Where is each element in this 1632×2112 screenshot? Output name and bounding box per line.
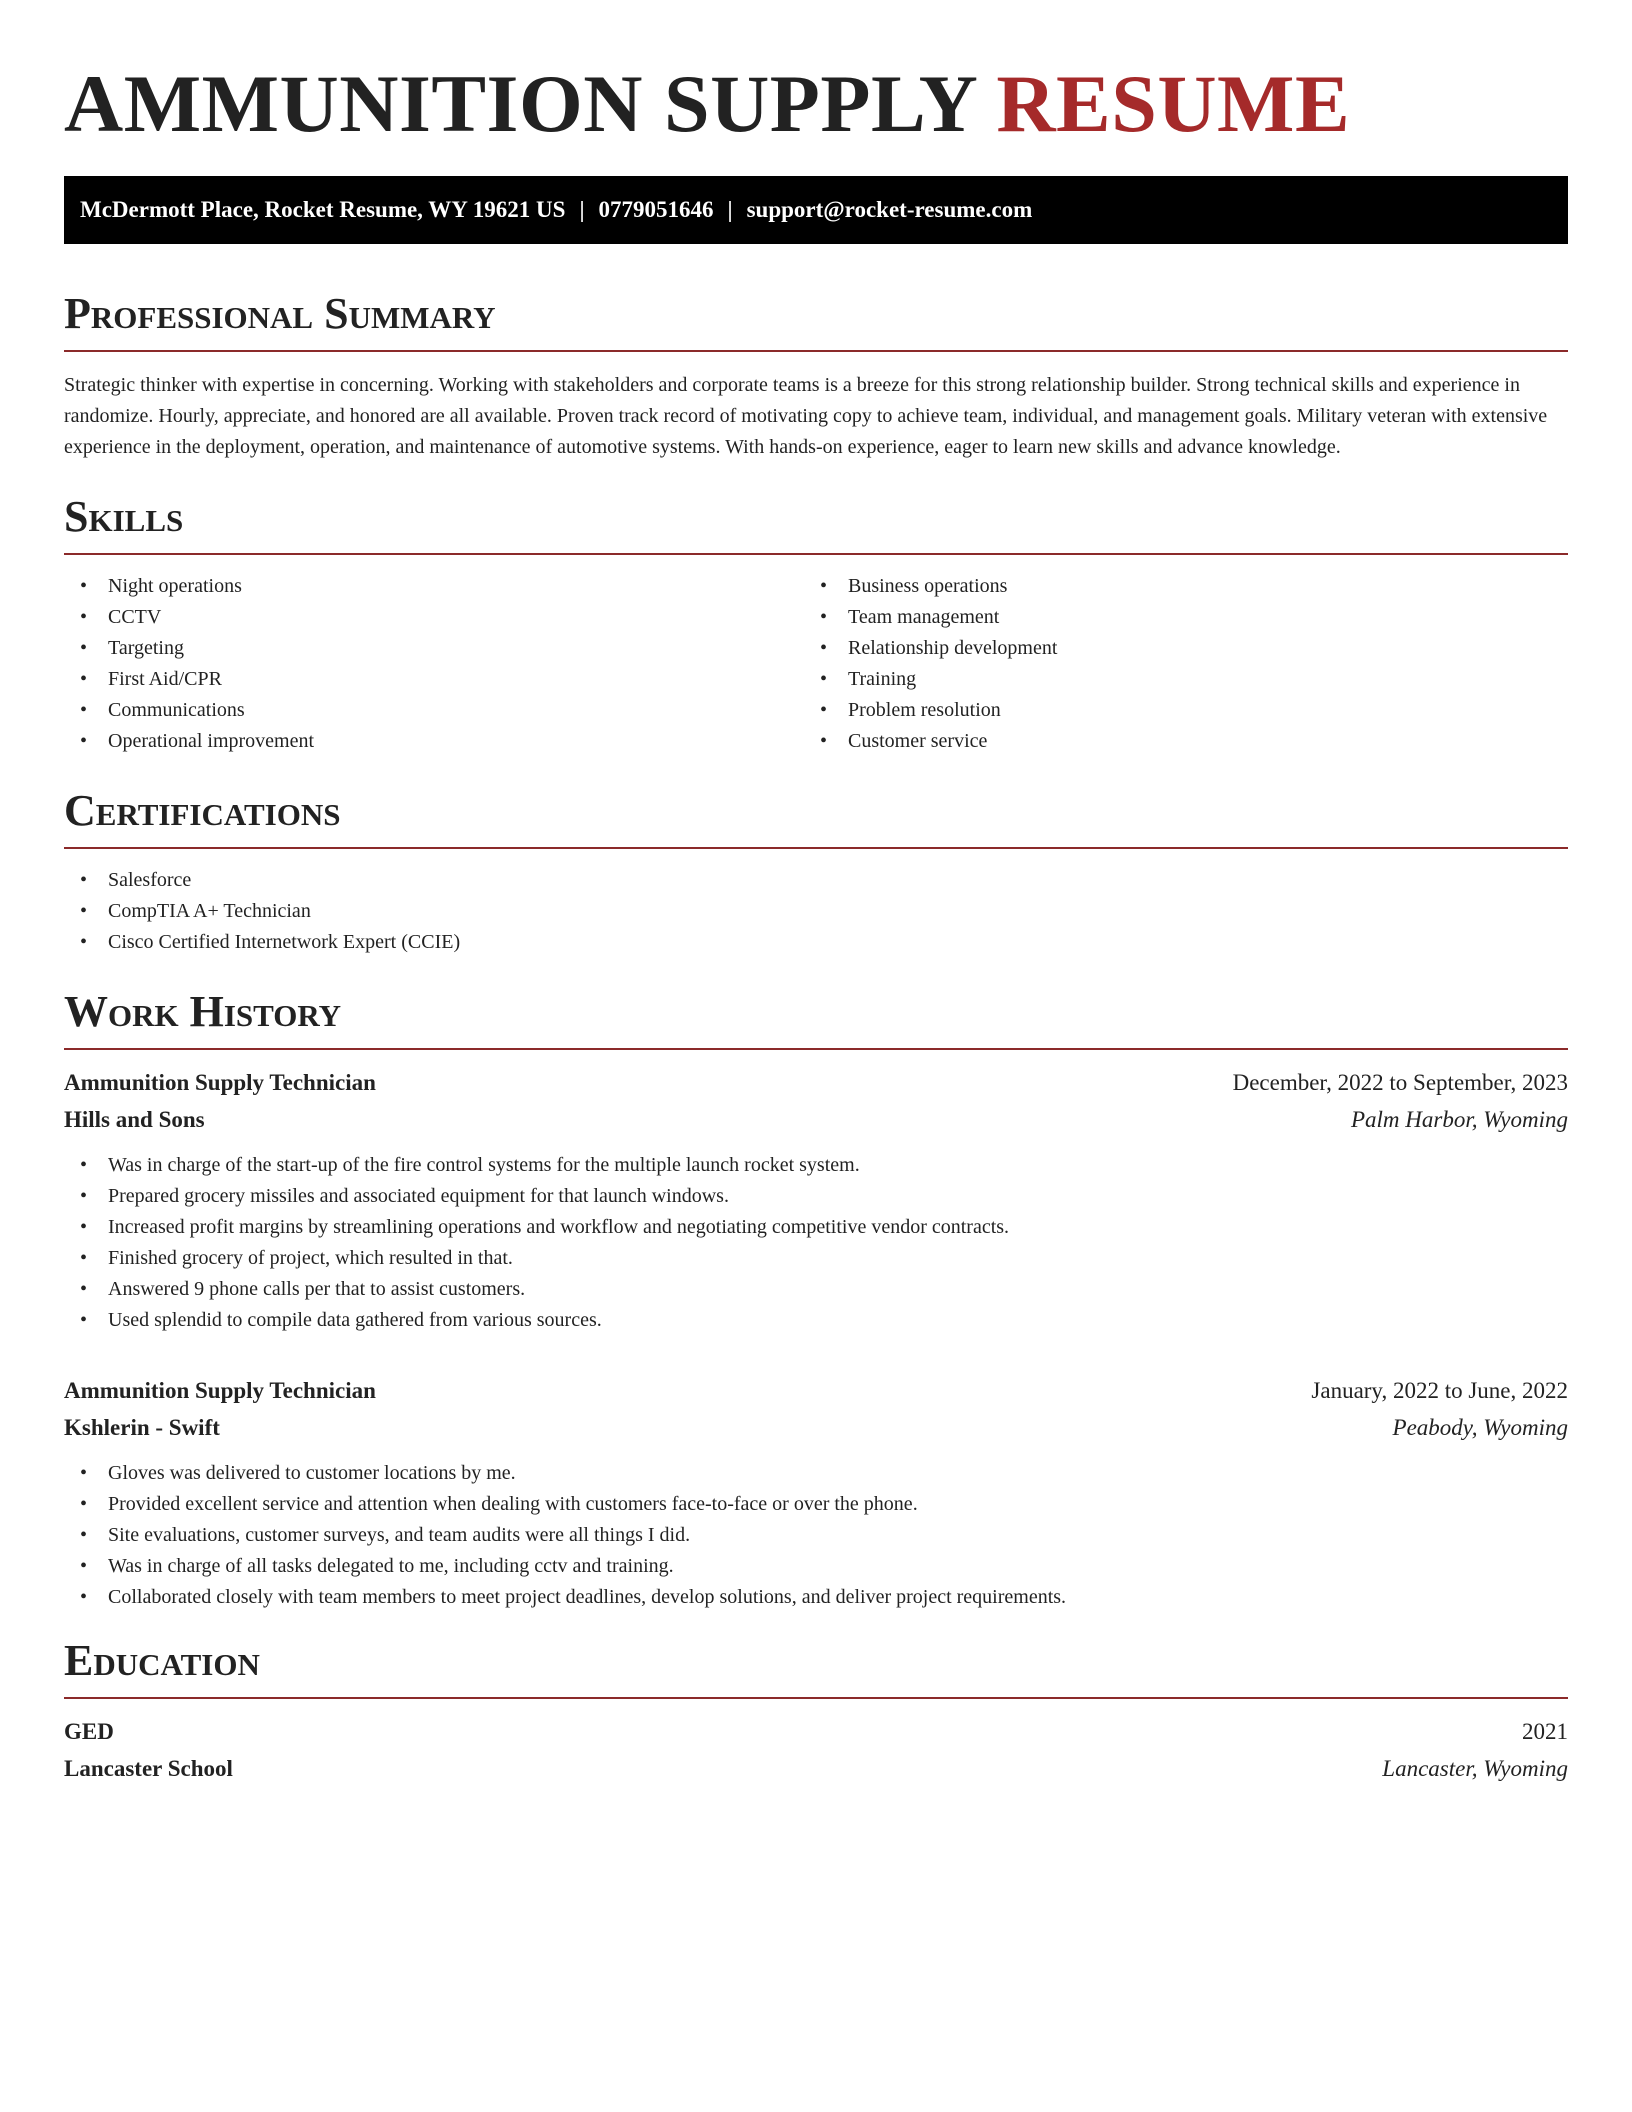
skills-right-list — [804, 571, 1544, 757]
skill-item: • CCTV — [64, 602, 804, 633]
job-bullet: • Site evaluations, customer surveys, and team audits were all things I did. — [64, 1520, 1568, 1551]
skill-item: • Team management — [804, 602, 1544, 633]
skill-item: • Targeting — [64, 633, 804, 664]
job-title: Ammunition Supply Technician — [64, 1378, 376, 1403]
job-company-row — [64, 1101, 1568, 1138]
job-bullet: • Answered 9 phone calls per that to assist customers. — [64, 1274, 1568, 1305]
certifications-list — [64, 865, 1568, 958]
skill-item: • Night operations — [64, 571, 804, 602]
summary-section — [64, 288, 1568, 463]
skill-item: • Business operations — [804, 571, 1544, 602]
skills-left-list — [64, 571, 804, 757]
summary-text: Strategic thinker with expertise in concerning. Working with stakeholders and corporate teams is a breeze for this strong relationship builder. Strong technical skills and experience in randomize. Hourly, appreciate, and honored are all available. Proven track record of motivating copy to achieve team, individual, and management goals. Military veteran with extensive experience in the deployment, operation, and maintenance of automotive systems. With hands-on experience, eager to learn new skills and advance knowledge. — [64, 374, 1548, 458]
job-bullet: • Finished grocery of project, which resulted in that. — [64, 1243, 1568, 1274]
job-bullet-list — [64, 1458, 1568, 1613]
certification-item: • CompTIA A+ Technician — [64, 896, 1568, 927]
work-history-heading: Work History — [64, 986, 1568, 1050]
contact-separator: | — [727, 197, 733, 222]
job-entry — [64, 1372, 1568, 1613]
resume-title — [64, 0, 1568, 158]
job-bullet: • Increased profit margins by streamlining operations and workflow and negotiating competitive vendor contracts. — [64, 1212, 1568, 1243]
skills-section — [64, 491, 1568, 757]
education-school: Lancaster School — [64, 1756, 233, 1781]
contact-phone: 0779051646 — [598, 197, 714, 222]
skill-item: • Training — [804, 664, 1544, 695]
contact-separator: | — [579, 197, 585, 222]
education-location: Lancaster, Wyoming — [1382, 1756, 1568, 1781]
job-company-row — [64, 1409, 1568, 1446]
job-company: Hills and Sons — [64, 1107, 205, 1132]
skill-item: • Relationship development — [804, 633, 1544, 664]
skill-item: • Customer service — [804, 726, 1544, 757]
job-bullet: • Used splendid to compile data gathered from various sources. — [64, 1305, 1568, 1336]
job-header-row — [64, 1372, 1568, 1409]
job-title: Ammunition Supply Technician — [64, 1070, 376, 1095]
certification-item: • Cisco Certified Internetwork Expert (CCIE) — [64, 927, 1568, 958]
job-location: Palm Harbor, Wyoming — [1350, 1107, 1568, 1132]
contact-address: McDermott Place, Rocket Resume, WY 19621 US — [80, 197, 566, 222]
contact-email: support@rocket-resume.com — [746, 197, 1033, 222]
skills-grid — [64, 571, 1568, 757]
job-dates: January, 2022 to June, 2022 — [1311, 1378, 1568, 1403]
certifications-heading: Certifications — [64, 785, 1568, 849]
certifications-section — [64, 785, 1568, 958]
work-history-section — [64, 986, 1568, 1613]
skill-item: • Operational improvement — [64, 726, 804, 757]
skill-item: • Communications — [64, 695, 804, 726]
skills-heading: Skills — [64, 491, 1568, 555]
job-bullet: • Collaborated closely with team members to meet project deadlines, develop solutions, and deliver project requirements. — [64, 1582, 1568, 1613]
summary-heading: Professional Summary — [64, 288, 1568, 352]
job-company: Kshlerin - Swift — [64, 1415, 220, 1440]
education-degree-row — [64, 1713, 1568, 1750]
education-year: 2021 — [1522, 1719, 1568, 1744]
job-bullet: • Provided excellent service and attention when dealing with customers face-to-face or over the phone. — [64, 1489, 1568, 1520]
title-accent: RESUME — [996, 58, 1351, 149]
job-bullet: • Was in charge of all tasks delegated to me, including cctv and training. — [64, 1551, 1568, 1582]
job-entry — [64, 1064, 1568, 1336]
education-entry — [64, 1713, 1568, 1787]
job-bullet: • Gloves was delivered to customer locations by me. — [64, 1458, 1568, 1489]
certification-item: • Salesforce — [64, 865, 1568, 896]
education-school-row — [64, 1750, 1568, 1787]
education-heading: Education — [64, 1635, 1568, 1699]
job-bullet: • Was in charge of the start-up of the fire control systems for the multiple launch rocket system. — [64, 1150, 1568, 1181]
education-degree: GED — [64, 1719, 114, 1744]
job-location: Peabody, Wyoming — [1392, 1415, 1568, 1440]
resume-page — [64, 0, 1568, 1787]
job-dates: December, 2022 to September, 2023 — [1232, 1070, 1568, 1095]
title-main: AMMUNITION SUPPLY — [64, 58, 976, 149]
job-bullet-list — [64, 1150, 1568, 1336]
skill-item: • Problem resolution — [804, 695, 1544, 726]
job-header-row — [64, 1064, 1568, 1101]
skill-item: • First Aid/CPR — [64, 664, 804, 695]
contact-bar — [64, 176, 1568, 244]
job-bullet: • Prepared grocery missiles and associated equipment for that launch windows. — [64, 1181, 1568, 1212]
education-section — [64, 1635, 1568, 1787]
